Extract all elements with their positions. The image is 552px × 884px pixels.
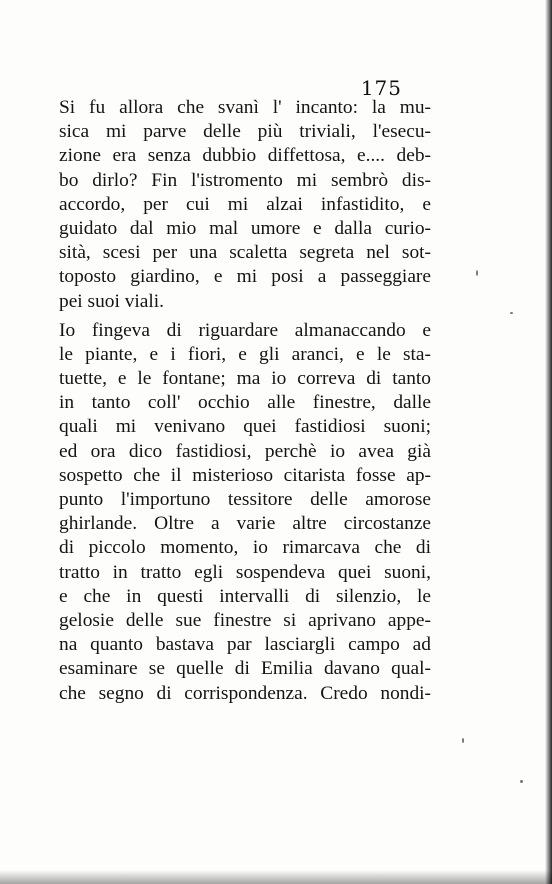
text-line: sica mi parve delle più triviali, l'esecu- (59, 121, 431, 143)
text-line: esaminare se quelle di Emilia davano qual- (59, 658, 431, 680)
text-line: sospetto che il misterioso citarista fosse ap- (59, 464, 431, 486)
text-line: Si fu allora che svanì l' incanto: la mu- (59, 97, 431, 118)
text-line: tuette, e le fontane; ma io correva di tanto (59, 368, 431, 390)
text-line: accordo, per cui mi alzai infastidito, e (59, 193, 431, 215)
text-line: che segno di corrispondenza. Credo nondi- (59, 682, 431, 704)
paragraph-2 (59, 319, 431, 706)
paper-speck (520, 780, 523, 783)
text-line: punto l'importuno tessitore delle amorose (59, 489, 431, 510)
paper-speck (476, 270, 478, 276)
text-line: e che in questi intervalli di silenzio, le (59, 585, 431, 607)
text-line: sità, scesi per una scaletta segreta nel sot- (59, 242, 431, 264)
text-line: le piante, e i fiori, e gli aranci, e le sta- (59, 343, 431, 365)
page-number: 175 (360, 76, 402, 100)
text-line: gelosie delle sue finestre si aprivano appe- (59, 609, 431, 631)
text-line: quali mi venivano quei fastidiosi suoni; (59, 416, 431, 438)
text-line: in tanto coll' occhio alle finestre, dalle (59, 392, 431, 414)
text-line: bo dirlo? Fin l'istromento mi sembrò dis- (59, 169, 431, 191)
text-line: Io fingeva di riguardare almanaccando e (59, 319, 431, 341)
paper-speck (510, 312, 513, 314)
text-line: toposto giardino, e mi posi a passeggiare (59, 266, 431, 288)
body-text (59, 96, 431, 706)
paper-speck (462, 738, 464, 743)
text-line: zione era senza dubbio diffettosa, e.... deb- (59, 145, 431, 167)
text-line: ghirlande. Oltre a varie altre circostanze (59, 513, 431, 535)
text-line: guidato dal mio mal umore e dalla curio- (59, 217, 431, 239)
text-line: di piccolo momento, io rimarcava che di (59, 537, 431, 559)
page-bottom-shadow (0, 870, 552, 884)
text-line: ed ora dico fastidiosi, perchè io avea già (59, 440, 431, 462)
text-line: tratto in tratto egli sospendeva quei suoni, (59, 561, 431, 583)
text-line: pei suoi viali. (59, 290, 165, 312)
paragraph-1 (59, 96, 431, 314)
page-edge-shadow (545, 0, 552, 884)
text-line: na quanto bastava par lasciargli campo ad (59, 634, 431, 656)
